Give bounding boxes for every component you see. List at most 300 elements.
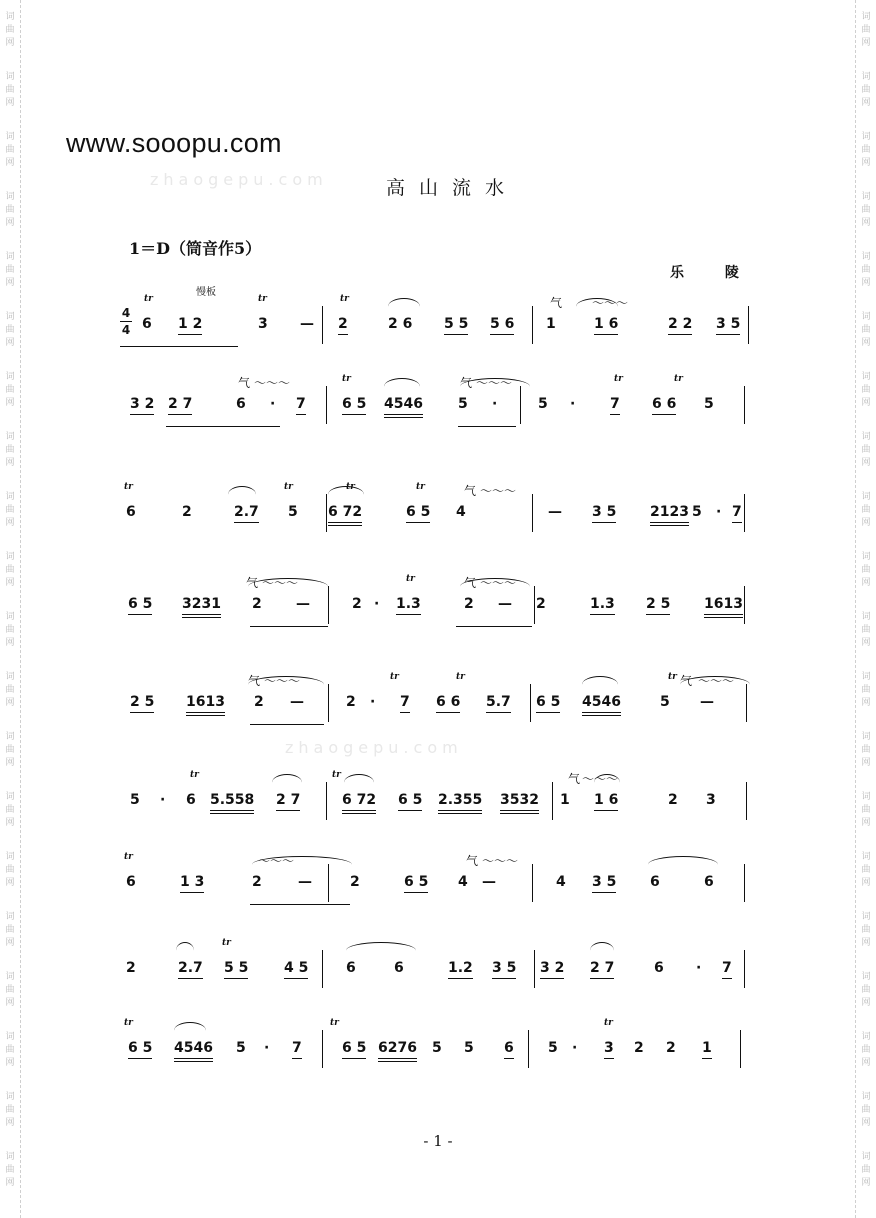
- note: [536, 596, 546, 612]
- note: [492, 960, 516, 976]
- sixteenth-underline: [210, 813, 254, 814]
- note: [696, 960, 701, 976]
- note-text: 1.3: [396, 596, 421, 612]
- note-text: 4546: [582, 694, 621, 710]
- ghost-watermark: zhaogepu.com: [285, 738, 463, 757]
- note: [654, 960, 664, 976]
- vibrato-wave: 〜〜〜: [592, 296, 629, 310]
- note: [570, 396, 575, 412]
- watermark-group: [856, 540, 876, 600]
- watermark-glyph: 曲: [861, 384, 871, 395]
- note-text: 3: [604, 1040, 614, 1056]
- note-text: 1613: [186, 694, 225, 710]
- note: [236, 1040, 246, 1056]
- trill-mark: tr: [668, 672, 677, 682]
- watermark-glyph: 曲: [861, 444, 871, 455]
- eighth-underline: [610, 414, 620, 415]
- note-text: 1613: [704, 596, 743, 612]
- eighth-underline: [652, 414, 676, 415]
- slur: [582, 676, 618, 693]
- watermark-glyph: 网: [861, 937, 871, 948]
- eighth-underline: [668, 334, 692, 335]
- sustain-line: [120, 346, 238, 347]
- note: [210, 792, 254, 808]
- note-text: 3: [706, 792, 716, 808]
- slur: [344, 774, 374, 791]
- note-text: 6276: [378, 1040, 417, 1056]
- note-text: 2 7: [168, 396, 193, 412]
- watermark-glyph: 词: [5, 11, 15, 22]
- watermark-glyph: 词: [5, 611, 15, 622]
- note-text: 2: [352, 596, 362, 612]
- note-text: 6: [142, 316, 152, 332]
- watermark-glyph: 网: [861, 217, 871, 228]
- song-title: 高山流水: [385, 177, 518, 199]
- note-text: 5: [288, 504, 298, 520]
- note-text: 7: [400, 694, 410, 710]
- note-text: 6 5: [342, 1040, 367, 1056]
- eighth-underline: [398, 810, 422, 811]
- watermark-group: [856, 720, 876, 780]
- watermark-glyph: 曲: [5, 864, 15, 875]
- watermark-group: [856, 480, 876, 540]
- note: [486, 694, 511, 710]
- watermark-group: [0, 420, 20, 480]
- watermark-glyph: 网: [5, 877, 15, 888]
- note-text: 4546: [174, 1040, 213, 1056]
- slur: [460, 378, 530, 395]
- slur: [272, 774, 302, 791]
- key-signature: 1＝D（筒音作5）: [129, 239, 262, 258]
- eighth-underline: [704, 614, 743, 615]
- score-row: [120, 372, 756, 432]
- eighth-underline: [342, 414, 366, 415]
- note-text: 6: [346, 960, 356, 976]
- eighth-underline: [400, 712, 410, 713]
- watermark-group: [856, 240, 876, 300]
- watermark-glyph: 网: [5, 697, 15, 708]
- note: [722, 960, 732, 976]
- watermark-glyph: 词: [861, 1031, 871, 1042]
- watermark-glyph: 曲: [861, 204, 871, 215]
- trill-mark: tr: [416, 482, 425, 492]
- trill-mark: tr: [124, 1018, 133, 1028]
- note: [404, 874, 428, 890]
- score-row: [120, 936, 756, 996]
- watermark-glyph: 网: [5, 997, 15, 1008]
- note-text: 6 5: [406, 504, 431, 520]
- bar-line: [532, 306, 533, 344]
- notes-line: [120, 960, 756, 982]
- watermark-glyph: 词: [5, 671, 15, 682]
- note-text: 2: [634, 1040, 644, 1056]
- note-text: 5: [130, 792, 140, 808]
- trill-mark: tr: [258, 294, 267, 304]
- note: [370, 694, 375, 710]
- note: [388, 316, 412, 332]
- eighth-underline: [404, 892, 428, 893]
- trill-mark: tr: [284, 482, 293, 492]
- note-text: 6: [504, 1040, 514, 1056]
- note-text: 6 72: [328, 504, 363, 520]
- note: [224, 960, 248, 976]
- watermark-glyph: 词: [5, 251, 15, 262]
- watermark-glyph: 词: [861, 851, 871, 862]
- bar-line: [322, 306, 323, 344]
- vibrato-wave: 〜〜〜: [482, 854, 519, 868]
- composer: 乐 陵: [670, 265, 757, 281]
- eighth-underline: [716, 334, 740, 335]
- note: [700, 694, 714, 710]
- watermark-group: [856, 1080, 876, 1140]
- note: [498, 596, 512, 612]
- note: [350, 874, 360, 890]
- bar-line: [326, 494, 327, 532]
- breath-mark: 气: [568, 772, 581, 786]
- note-text: 5 6: [490, 316, 515, 332]
- note-text: 5 5: [224, 960, 249, 976]
- eighth-underline: [128, 614, 152, 615]
- watermark-glyph: 网: [5, 337, 15, 348]
- watermark-glyph: 网: [861, 457, 871, 468]
- bar-line: [552, 782, 553, 820]
- note: [252, 874, 262, 890]
- bar-line: [744, 586, 745, 624]
- trill-mark: tr: [340, 294, 349, 304]
- watermark-glyph: 网: [861, 157, 871, 168]
- watermark-group: [0, 540, 20, 600]
- watermark-glyph: 曲: [861, 864, 871, 875]
- note: [536, 694, 560, 710]
- eighth-underline: [224, 978, 248, 979]
- note-text: 2: [668, 792, 678, 808]
- note: [482, 874, 496, 890]
- watermark-group: [0, 660, 20, 720]
- bar-line: [744, 950, 745, 988]
- eighth-underline: [650, 522, 689, 523]
- note: [342, 792, 376, 808]
- slur: [384, 378, 420, 395]
- slur: [248, 578, 328, 595]
- watermark-glyph: 网: [861, 1057, 871, 1068]
- eighth-underline: [234, 522, 259, 523]
- note: [590, 596, 615, 612]
- note: [406, 504, 430, 520]
- score-row: [120, 480, 756, 540]
- note: [130, 694, 154, 710]
- watermark-glyph: 词: [5, 1031, 15, 1042]
- breath-mark: 气: [464, 576, 477, 590]
- watermark-group: [0, 480, 20, 540]
- watermark-glyph: 曲: [5, 684, 15, 695]
- watermark-glyph: 词: [5, 731, 15, 742]
- vibrato-wave: 〜〜〜: [264, 674, 301, 688]
- note-text: 6: [650, 874, 660, 890]
- note: [490, 316, 514, 332]
- watermark-glyph: 曲: [861, 984, 871, 995]
- note: [432, 1040, 442, 1056]
- note-text: 6 6: [436, 694, 461, 710]
- sustain-line: [250, 904, 350, 905]
- note: [668, 316, 692, 332]
- watermark-glyph: 词: [861, 491, 871, 502]
- note: [394, 960, 404, 976]
- note-text: 7: [610, 396, 620, 412]
- note: [288, 504, 298, 520]
- note-text: 5 5: [444, 316, 469, 332]
- trill-mark: tr: [332, 770, 341, 780]
- note: [652, 396, 676, 412]
- note-text: 5: [704, 396, 714, 412]
- watermark-glyph: 曲: [861, 84, 871, 95]
- eighth-underline: [594, 334, 618, 335]
- bar-line: [322, 950, 323, 988]
- bar-line: [740, 1030, 741, 1068]
- note: [130, 396, 154, 412]
- watermark-glyph: 网: [861, 517, 871, 528]
- eighth-underline: [180, 892, 204, 893]
- slur: [248, 676, 324, 693]
- watermark-group: [856, 420, 876, 480]
- trill-mark: tr: [456, 672, 465, 682]
- watermark-group: [856, 780, 876, 840]
- watermark-glyph: 曲: [5, 204, 15, 215]
- watermark-group: [0, 300, 20, 360]
- note-text: 2: [182, 504, 192, 520]
- note: [398, 792, 422, 808]
- note: [706, 792, 716, 808]
- note: [590, 960, 614, 976]
- bar-line: [328, 586, 329, 624]
- note-text: 7: [296, 396, 306, 412]
- watermark-glyph: 词: [5, 71, 15, 82]
- watermark-glyph: 曲: [5, 264, 15, 275]
- watermark-glyph: 曲: [5, 384, 15, 395]
- note: [182, 596, 221, 612]
- eighth-underline: [732, 522, 742, 523]
- watermark-glyph: 曲: [5, 804, 15, 815]
- trill-mark: tr: [330, 1018, 339, 1028]
- note-text: —: [482, 874, 496, 890]
- watermark-glyph: 网: [5, 217, 15, 228]
- watermark-glyph: 词: [861, 251, 871, 262]
- note-text: 2.355: [438, 792, 483, 808]
- note-text: 2 5: [646, 596, 671, 612]
- note-text: 6: [654, 960, 664, 976]
- watermark-glyph: 网: [5, 577, 15, 588]
- note: [160, 792, 165, 808]
- note: [236, 396, 246, 412]
- bar-line: [322, 1030, 323, 1068]
- sustain-line: [250, 626, 328, 627]
- eighth-underline: [396, 614, 421, 615]
- bar-line: [328, 684, 329, 722]
- watermark-glyph: 词: [5, 191, 15, 202]
- note-text: 1.2: [448, 960, 473, 976]
- watermark-glyph: 网: [861, 277, 871, 288]
- watermark-glyph: 曲: [861, 564, 871, 575]
- watermark-glyph: 曲: [861, 324, 871, 335]
- note-text: 3: [258, 316, 268, 332]
- watermark-glyph: 曲: [861, 504, 871, 515]
- watermark-glyph: 网: [5, 757, 15, 768]
- note-text: 2: [252, 596, 262, 612]
- note-text: 6: [704, 874, 714, 890]
- note-text: 2 7: [276, 792, 301, 808]
- watermark-glyph: 曲: [861, 144, 871, 155]
- watermark-glyph: 曲: [5, 504, 15, 515]
- slur: [594, 774, 620, 791]
- note-text: 6 5: [128, 1040, 153, 1056]
- watermark-group: [0, 840, 20, 900]
- watermark-glyph: 曲: [5, 444, 15, 455]
- watermark-glyph: 曲: [861, 624, 871, 635]
- note-text: 6: [236, 396, 246, 412]
- eighth-underline: [504, 1058, 514, 1059]
- note-text: 2: [254, 694, 264, 710]
- note-text: 2 5: [130, 694, 155, 710]
- note-text: 5: [236, 1040, 246, 1056]
- note: [504, 1040, 514, 1056]
- vibrato-wave: 〜〜〜: [262, 576, 299, 590]
- note-text: —: [290, 694, 304, 710]
- notes-line: [120, 396, 756, 418]
- note-text: 2.7: [178, 960, 203, 976]
- slur: [576, 298, 618, 315]
- note-text: 5: [432, 1040, 442, 1056]
- watermark-glyph: 词: [5, 311, 15, 322]
- note-text: 5: [548, 1040, 558, 1056]
- note: [716, 316, 740, 332]
- trill-mark: tr: [614, 374, 623, 384]
- notes-line: [120, 694, 756, 716]
- note: [592, 874, 616, 890]
- watermark-glyph: 词: [861, 311, 871, 322]
- watermark-group: [0, 0, 20, 60]
- note: [732, 504, 742, 520]
- note-text: ·: [492, 396, 498, 412]
- trill-mark: tr: [124, 852, 133, 862]
- note-text: 3532: [500, 792, 539, 808]
- note-text: 6 5: [536, 694, 561, 710]
- eighth-underline: [646, 614, 670, 615]
- note: [582, 694, 621, 710]
- time-signature-top: 4: [121, 306, 131, 320]
- sixteenth-underline: [582, 715, 621, 716]
- note: [704, 396, 714, 412]
- watermark-glyph: 曲: [861, 804, 871, 815]
- note: [702, 1040, 712, 1056]
- watermark-group: [0, 1020, 20, 1080]
- watermark-glyph: 网: [5, 937, 15, 948]
- watermark-glyph: 词: [861, 731, 871, 742]
- watermark-glyph: 网: [861, 637, 871, 648]
- note: [594, 316, 618, 332]
- site-url: www.sooopu.com: [66, 128, 282, 158]
- watermark-glyph: 词: [5, 1091, 15, 1102]
- eighth-underline: [130, 414, 154, 415]
- eighth-underline: [582, 712, 621, 713]
- slur: [346, 942, 416, 959]
- tempo-marking: 慢板: [196, 287, 216, 298]
- watermark-group: [856, 660, 876, 720]
- note-text: 7: [292, 1040, 302, 1056]
- watermark-glyph: 网: [5, 37, 15, 48]
- note-text: —: [298, 874, 312, 890]
- note-text: ·: [716, 504, 722, 520]
- eighth-underline: [130, 712, 154, 713]
- eighth-underline: [406, 522, 430, 523]
- note-text: 3 2: [540, 960, 565, 976]
- bar-line: [532, 494, 533, 532]
- note: [572, 1040, 577, 1056]
- note-text: 2 2: [668, 316, 693, 332]
- watermark-glyph: 曲: [5, 744, 15, 755]
- watermark-group: [856, 0, 876, 60]
- note: [264, 1040, 269, 1056]
- score-row: [120, 1016, 756, 1076]
- sustain-line: [166, 426, 280, 427]
- sixteenth-underline: [182, 617, 221, 618]
- bar-line: [528, 1030, 529, 1068]
- bar-line: [532, 864, 533, 902]
- note-text: ·: [572, 1040, 578, 1056]
- note-text: 5: [458, 396, 468, 412]
- watermark-group: [856, 300, 876, 360]
- sixteenth-underline: [704, 617, 743, 618]
- trill-mark: tr: [342, 374, 351, 384]
- notes-line: [120, 316, 756, 338]
- eighth-underline: [292, 1058, 302, 1059]
- watermark-glyph: 曲: [861, 1044, 871, 1055]
- note: [458, 874, 468, 890]
- note-text: 1 6: [594, 792, 619, 808]
- watermark-glyph: 网: [5, 1177, 15, 1188]
- breath-mark: 气: [460, 376, 473, 390]
- watermark-glyph: 网: [5, 97, 15, 108]
- eighth-underline: [178, 334, 202, 335]
- eighth-underline: [284, 978, 308, 979]
- eighth-underline: [592, 522, 616, 523]
- note: [182, 504, 192, 520]
- breath-mark: 气: [680, 674, 693, 688]
- note-text: ·: [374, 596, 380, 612]
- watermark-glyph: 曲: [5, 84, 15, 95]
- watermark-group: [856, 840, 876, 900]
- score-row: [120, 292, 756, 352]
- eighth-underline: [182, 614, 221, 615]
- sustain-line: [458, 426, 516, 427]
- watermark-glyph: 词: [861, 971, 871, 982]
- note-text: 6 5: [398, 792, 423, 808]
- note-text: —: [296, 596, 310, 612]
- breath-mark: 气: [246, 576, 259, 590]
- note: [300, 316, 314, 332]
- eighth-underline: [436, 712, 460, 713]
- eighth-underline: [604, 1058, 614, 1059]
- note-text: 2: [350, 874, 360, 890]
- note: [128, 1040, 152, 1056]
- watermark-glyph: 曲: [861, 264, 871, 275]
- watermark-glyph: 词: [861, 71, 871, 82]
- notes-line: [120, 874, 756, 896]
- watermark-glyph: 词: [5, 971, 15, 982]
- watermark-group: [856, 360, 876, 420]
- watermark-group: [856, 1020, 876, 1080]
- note-text: 6 5: [128, 596, 153, 612]
- note-text: 4: [456, 504, 466, 520]
- note: [546, 316, 556, 332]
